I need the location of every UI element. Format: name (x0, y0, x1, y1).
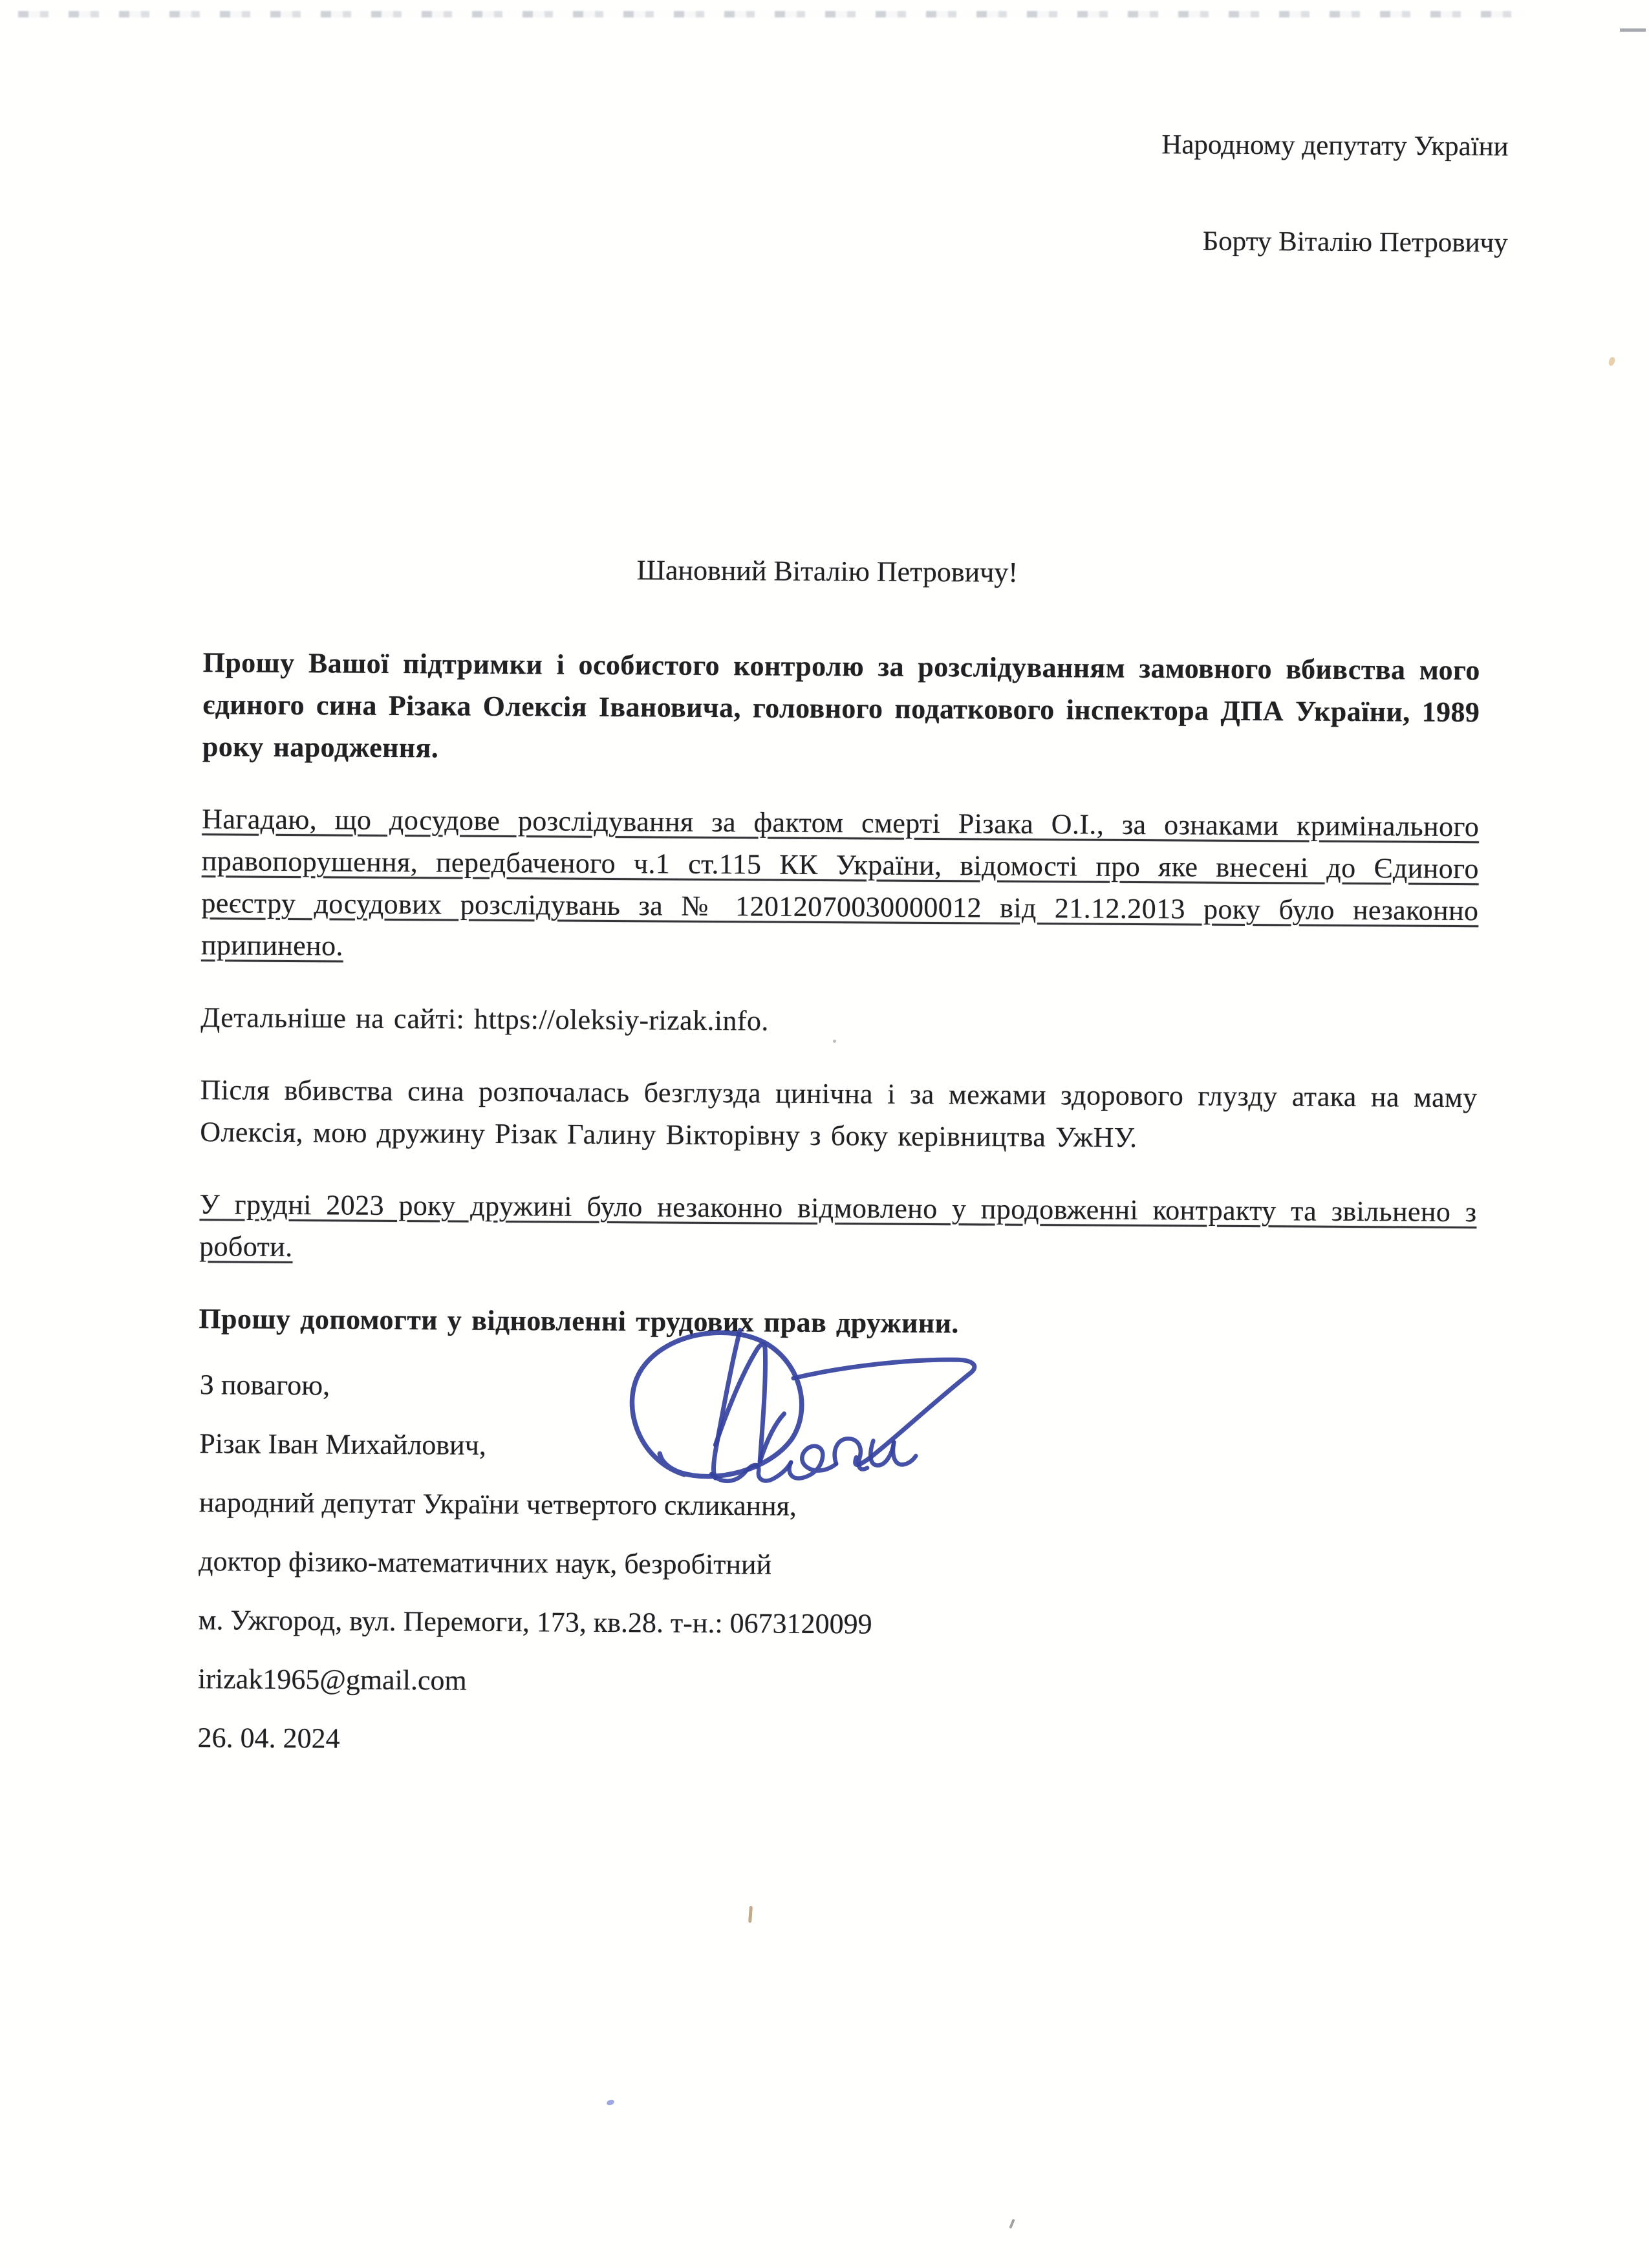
closing-sender-name: Різак Іван Михайлович, (199, 1428, 486, 1461)
paragraph-attack-on-mother: Після вбивства сина розпочалась безглузда цинічна і за межами здорового глузду атака на маму Олексія, мою дружину Різак Галину Вікторівну з боку керівництва УжНУ. (200, 1074, 1478, 1153)
closing-regards: З повагою, (199, 1369, 330, 1402)
paragraph-investigation-reminder: Нагадаю, що досудове розслідування за фактом смерті Різака О.І., за ознаками кримінального правопорушення, передбаченого ч.1 ст.115 КК України, відомості про яке внесені до Єдиного реєстру досудових розслідувань за № 12012070030000012 від 21.12.2013 року було незаконно припинено. (200, 803, 1480, 962)
paragraph-contract-termination: У грудні 2023 року дружині було незаконно відмовлено у продовженні контракту та звільнено з роботи. (199, 1188, 1477, 1263)
recipient-title: Народному депутату України (1161, 129, 1509, 162)
handwritten-signature (607, 1324, 996, 1490)
closing-date: 26. 04. 2024 (197, 1722, 340, 1755)
paragraph-request-help: Прошу допомогти у відновленні трудових прав дружини. (199, 1303, 959, 1340)
letter-body (199, 641, 1480, 1378)
recipient-name: Борту Віталію Петровичу (1202, 226, 1508, 259)
closing-address-phone: м. Ужгород, вул. Перемоги, 173, кв.28. т-н.: 0673120099 (198, 1604, 872, 1640)
closing-sender-degree: доктор фізико-математичних наук, безробітний (199, 1545, 772, 1581)
paragraph-request-support: Прошу Вашої підтримки і особистого контролю за розслідуванням замовного вбивства мого єдиного сина Різака Олексія Івановича, головного податкового інспектора ДПА України, 1989 року народження. (202, 647, 1480, 764)
closing-sender-title: народний депутат України четвертого скликання, (199, 1486, 797, 1522)
paragraph-website-link: Детальніше на сайті: https://oleksiy-rizak.info. (200, 1001, 769, 1037)
recipient-block (1161, 129, 1509, 259)
salutation: Шановний Віталію Петровичу! (636, 554, 1018, 588)
closing-email: irizak1965@gmail.com (197, 1663, 467, 1696)
